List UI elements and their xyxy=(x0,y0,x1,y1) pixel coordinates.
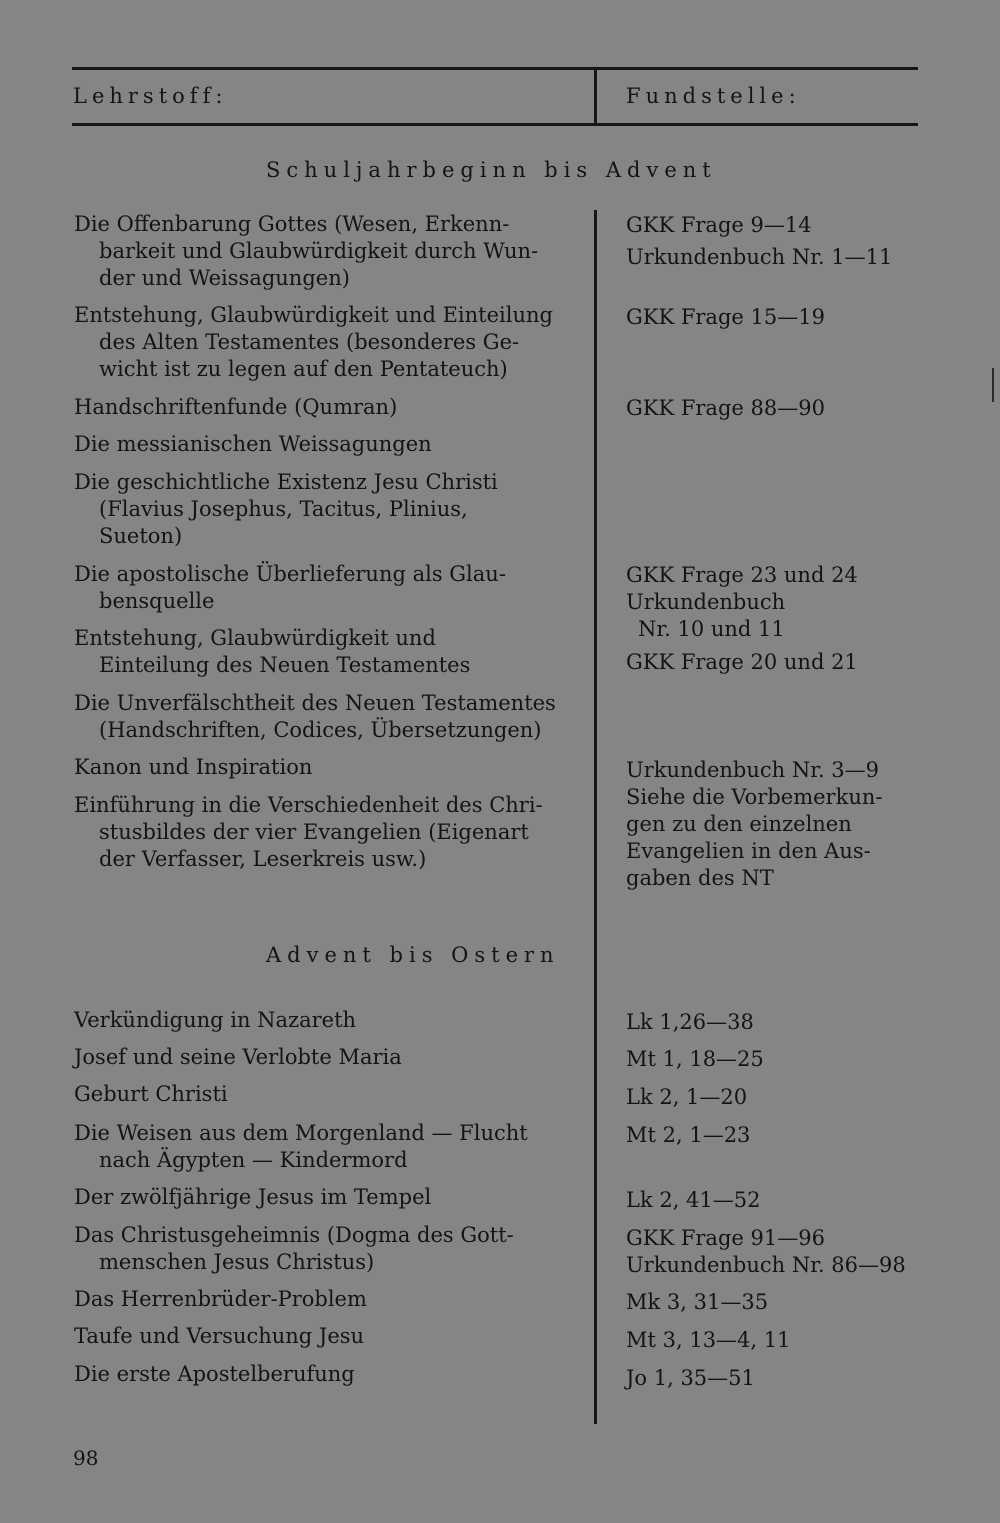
refs-altes-testament xyxy=(626,304,926,331)
topic-line: Handschriftenfunde (Qumran) xyxy=(74,395,398,419)
topic-line: Der zwölfjährige Jesus im Tempel xyxy=(74,1185,432,1209)
refs-neues-testament xyxy=(626,649,926,676)
refs-christusgeheimnis xyxy=(626,1225,926,1279)
section-title: Schuljahrbeginn bis Advent xyxy=(266,158,717,182)
topic-line: menschen Jesus Christus) xyxy=(99,1250,375,1274)
topic-line: Geburt Christi xyxy=(74,1082,228,1106)
topic-qumran xyxy=(74,394,562,421)
topic-line: Die messianischen Weissagungen xyxy=(74,432,432,456)
topic-line: nach Ägypten — Kindermord xyxy=(99,1148,408,1172)
ref-line: gaben des NT xyxy=(626,866,774,890)
topic-messianische-weissagungen xyxy=(74,431,562,458)
topic-line: Josef und seine Verlobte Maria xyxy=(74,1045,402,1069)
ref-apostelberufung: Jo 1, 35—51 xyxy=(626,1366,755,1390)
topic-taufe xyxy=(74,1323,562,1350)
topic-line: Kanon und Inspiration xyxy=(74,755,313,779)
ref-josef-maria: Mt 1, 18—25 xyxy=(626,1047,764,1071)
ref-line: Nr. 10 und 11 xyxy=(638,617,785,641)
ref-line: Urkundenbuch Nr. 1—11 xyxy=(626,245,893,269)
topic-altes-testament xyxy=(74,302,562,383)
topic-line: Entstehung, Glaubwürdigkeit und xyxy=(74,626,436,650)
topic-unverfaelschtheit xyxy=(74,690,562,744)
topic-line: der Verfasser, Leserkreis usw.) xyxy=(99,847,427,871)
topic-christusgeheimnis xyxy=(74,1222,562,1276)
topic-existenz-jesu xyxy=(74,469,562,550)
header-lehrstoff: Lehrstoff: xyxy=(73,84,228,108)
topic-line: Einführung in die Verschiedenheit des Chri- xyxy=(74,793,543,817)
topic-zwoelfjaehriger xyxy=(74,1184,562,1211)
header-top-rule xyxy=(72,67,918,70)
topic-line: Die erste Apostelberufung xyxy=(74,1362,355,1386)
page-number: 98 xyxy=(73,1446,99,1470)
topic-christusbild xyxy=(74,792,562,873)
topic-line: Das Herrenbrüder-Problem xyxy=(74,1287,367,1311)
topic-line: Verkündigung in Nazareth xyxy=(74,1008,357,1032)
topic-line: Sueton) xyxy=(99,524,183,548)
topic-geburt xyxy=(74,1081,562,1108)
topic-line: stusbildes der vier Evangelien (Eigenart xyxy=(99,820,529,844)
topic-herrenbrueder xyxy=(74,1286,562,1313)
topic-line: Die apostolische Überlieferung als Glau- xyxy=(74,562,506,586)
ref-line: GKK Frage 91—96 xyxy=(626,1226,825,1250)
topic-apostelberufung xyxy=(74,1361,562,1388)
header-column-divider xyxy=(594,68,597,124)
topic-line: barkeit und Glaubwürdigkeit durch Wun- xyxy=(99,239,539,263)
topic-apostolische-ueberlieferung xyxy=(74,561,562,615)
topic-line: Die Weisen aus dem Morgenland — Flucht xyxy=(74,1121,528,1145)
ref-line: Siehe die Vorbemerkun- xyxy=(626,785,883,809)
ref-line: Urkundenbuch Nr. 86—98 xyxy=(626,1253,906,1277)
topic-line: (Handschriften, Codices, Übersetzungen) xyxy=(99,718,542,742)
ref-verkuendigung: Lk 1,26—38 xyxy=(626,1010,754,1034)
topic-kanon xyxy=(74,754,562,781)
scan-mark xyxy=(992,368,994,402)
topic-line: bensquelle xyxy=(99,589,215,613)
ref-line: GKK Frage 20 und 21 xyxy=(626,650,858,674)
ref-line: Urkundenbuch xyxy=(626,590,786,614)
topic-neues-testament xyxy=(74,625,562,679)
topic-line: der und Weissagungen) xyxy=(99,266,350,290)
ref-line: Urkundenbuch Nr. 3—9 xyxy=(626,758,880,782)
ref-line: Evangelien in den Aus- xyxy=(626,839,871,863)
refs-apostolische-ueberlieferung xyxy=(626,562,926,643)
header-bottom-rule xyxy=(72,123,918,126)
topic-josef-maria xyxy=(74,1044,562,1071)
refs-offenbarung xyxy=(626,212,926,271)
ref-herrenbrueder: Mk 3, 31—35 xyxy=(626,1290,769,1314)
header-fundstelle: Fundstelle: xyxy=(626,84,801,108)
topic-line: Taufe und Versuchung Jesu xyxy=(74,1324,365,1348)
section-title: Advent bis Ostern xyxy=(266,943,560,967)
topic-line: des Alten Testamentes (besonderes Ge- xyxy=(99,330,520,354)
ref-zwoelfjaehriger: Lk 2, 41—52 xyxy=(626,1188,761,1212)
ref-line: GKK Frage 15—19 xyxy=(626,305,825,329)
ref-line: GKK Frage 23 und 24 xyxy=(626,563,858,587)
ref-line: GKK Frage 88—90 xyxy=(626,396,825,420)
topic-line: Die Offenbarung Gottes (Wesen, Erkenn- xyxy=(74,212,510,236)
ref-line: gen zu den einzelnen xyxy=(626,812,852,836)
ref-geburt: Lk 2, 1—20 xyxy=(626,1085,748,1109)
topic-line: Einteilung des Neuen Testamentes xyxy=(99,653,471,677)
topic-line: Das Christusgeheimnis (Dogma des Gott- xyxy=(74,1223,514,1247)
refs-kanon-und-evangelien xyxy=(626,757,926,892)
topic-weisen xyxy=(74,1120,562,1174)
ref-taufe: Mt 3, 13—4, 11 xyxy=(626,1328,791,1352)
topic-offenbarung xyxy=(74,211,562,292)
topic-line: Die geschichtliche Existenz Jesu Christi xyxy=(74,470,498,494)
refs-qumran xyxy=(626,395,926,422)
topic-line: wicht ist zu legen auf den Pentateuch) xyxy=(99,357,508,381)
topic-line: (Flavius Josephus, Tacitus, Plinius, xyxy=(99,497,468,521)
topic-verkuendigung xyxy=(74,1007,562,1034)
topic-line: Entstehung, Glaubwürdigkeit und Einteilung xyxy=(74,303,553,327)
body-column-divider xyxy=(594,210,597,1424)
ref-line: GKK Frage 9—14 xyxy=(626,213,812,237)
topic-line: Die Unverfälschtheit des Neuen Testamentes xyxy=(74,691,556,715)
ref-weisen: Mt 2, 1—23 xyxy=(626,1123,751,1147)
